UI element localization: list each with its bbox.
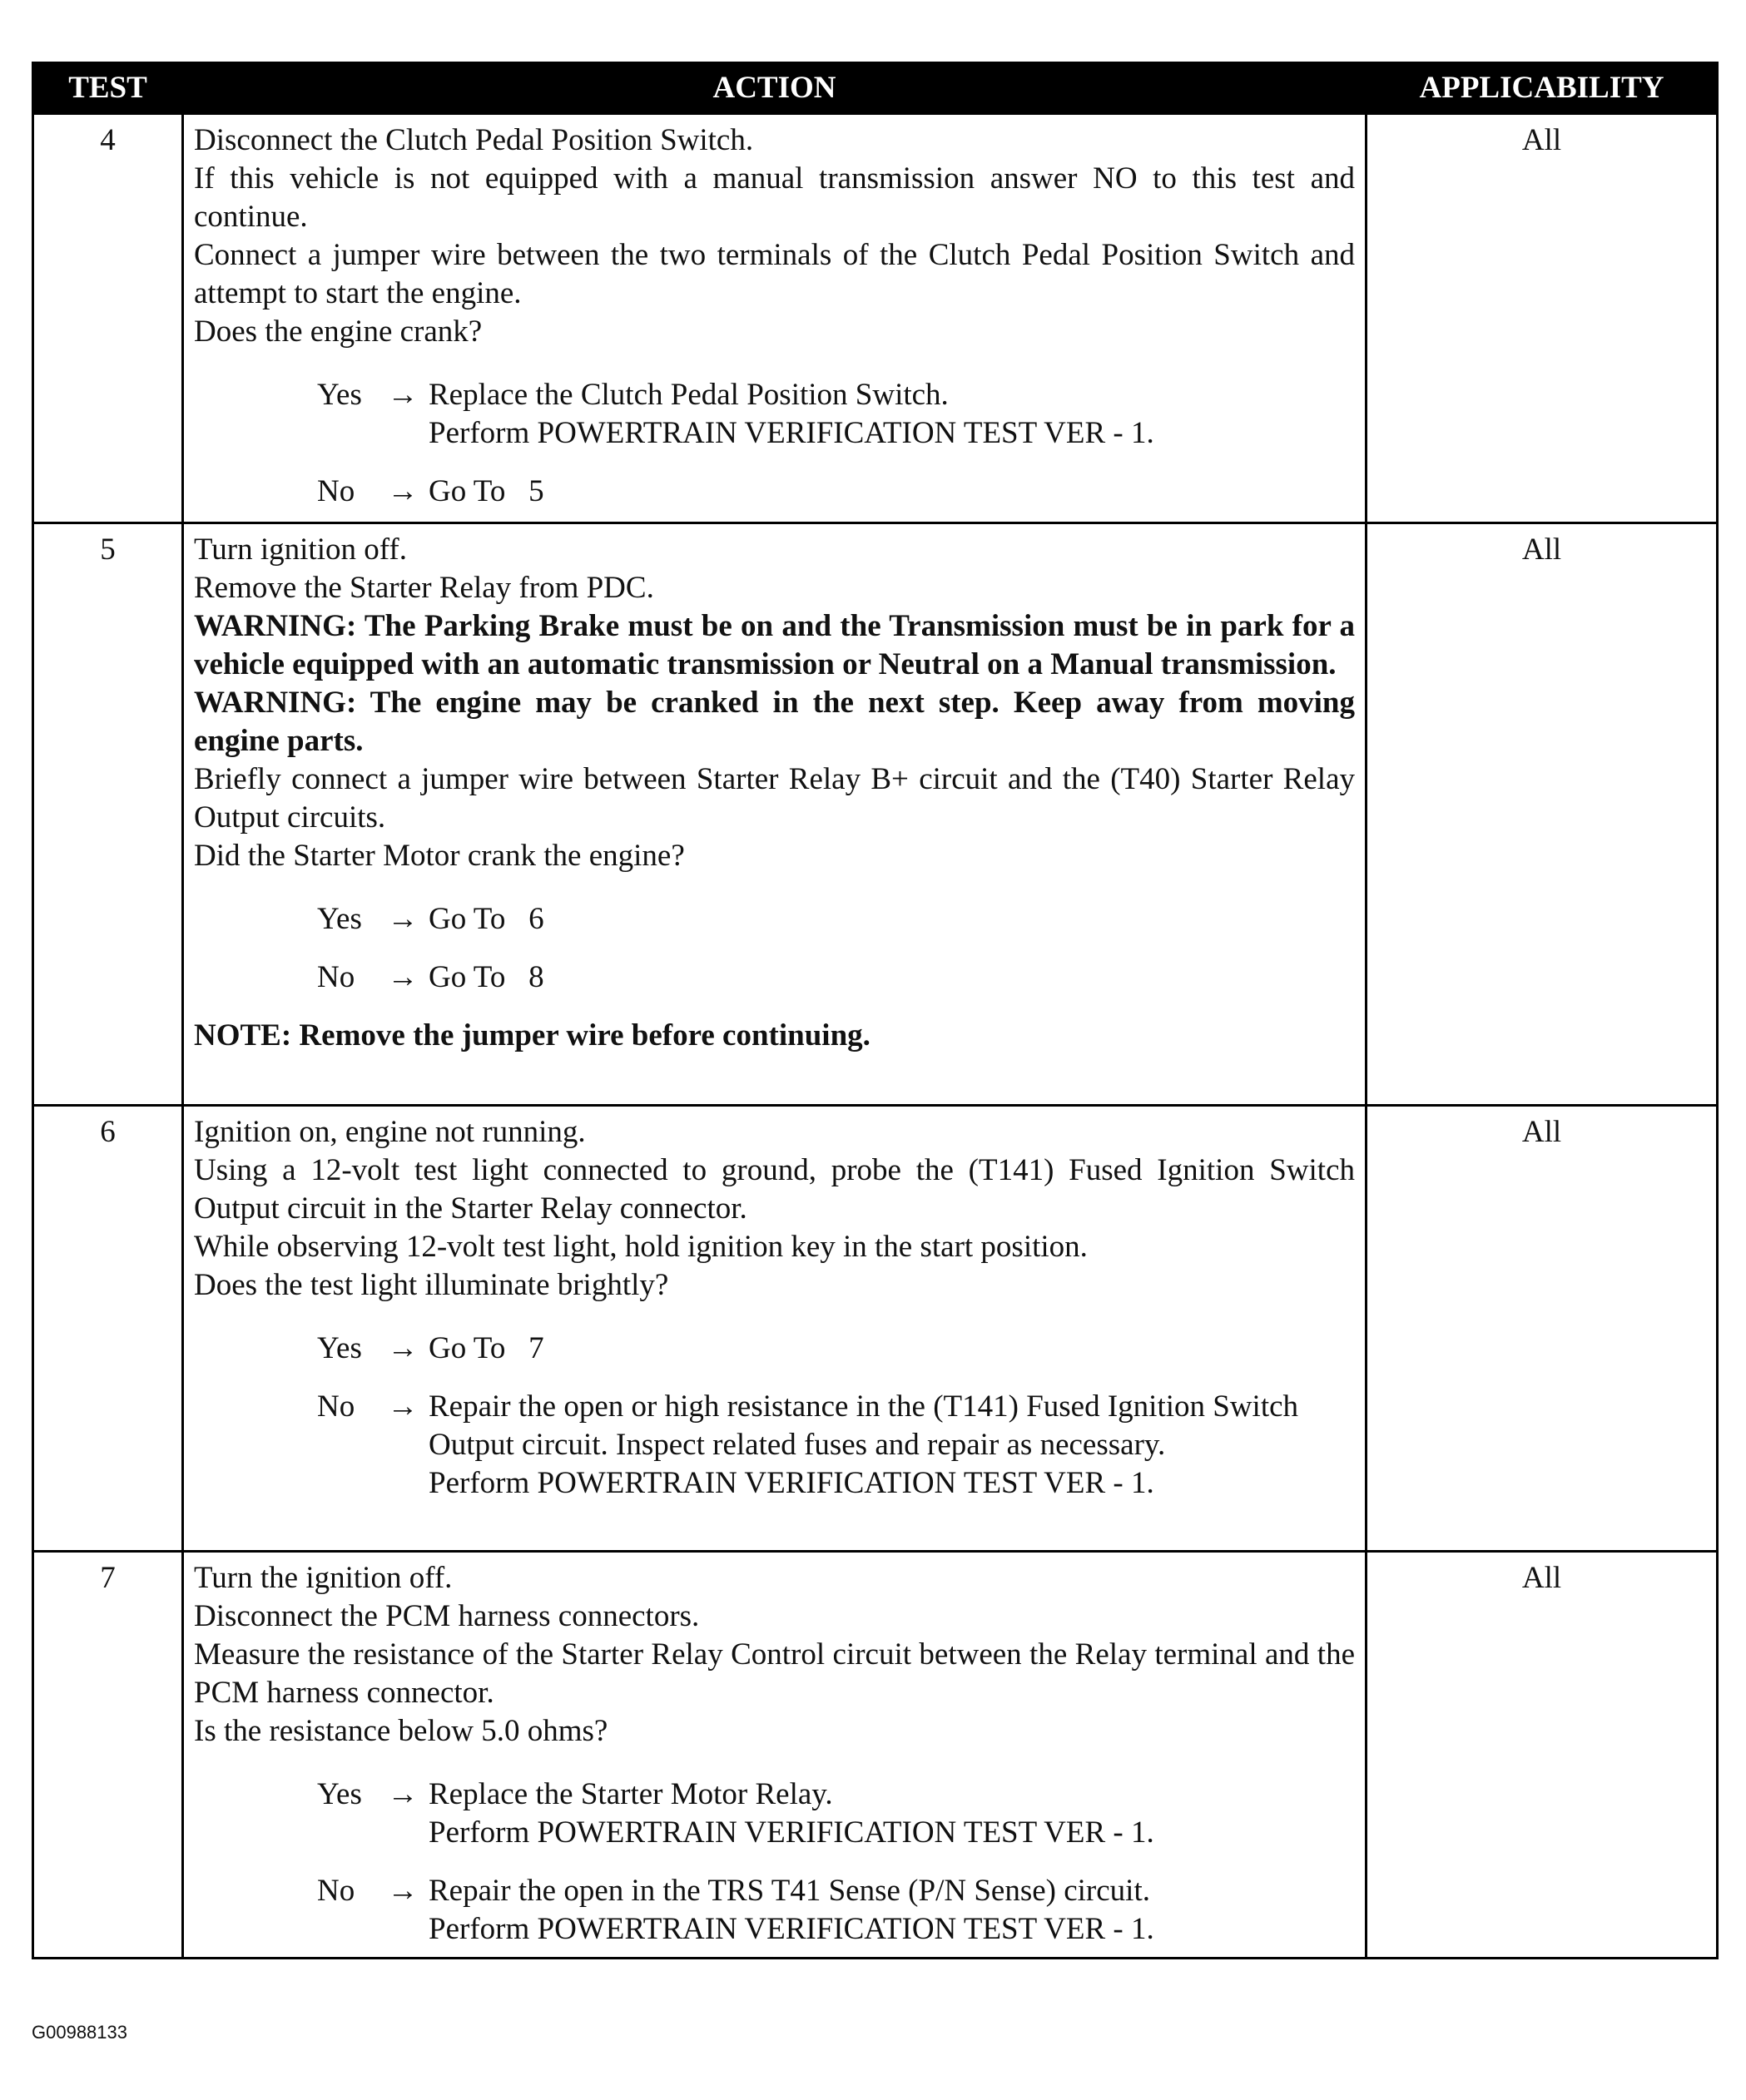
right-arrow-icon: →	[387, 1874, 419, 1908]
answer-no	[194, 1872, 1355, 1949]
right-arrow-icon: →	[387, 1389, 419, 1424]
answer-result	[429, 1872, 1355, 1949]
instruction-text: Remove the Starter Relay from PDC.	[194, 571, 654, 605]
result-text: Perform POWERTRAIN VERIFICATION TEST VER - 1.	[429, 1466, 1154, 1500]
answer-yes	[194, 1776, 1355, 1852]
result-text: Go To 6	[429, 902, 544, 936]
answer-label: Yes	[317, 1331, 362, 1365]
header-applicability: APPLICABILITY	[1367, 63, 1718, 114]
warning-text: WARNING: The Parking Brake must be on and the Transmission must be in park for a vehicle equipped with an automatic transmission or Neutral on a Manual transmission.	[194, 609, 1355, 681]
answer-label: Yes	[317, 1777, 362, 1811]
answer-list	[194, 1776, 1355, 1949]
answer-label: No	[317, 1389, 355, 1424]
answer-list	[194, 376, 1355, 511]
result-text: Perform POWERTRAIN VERIFICATION TEST VER - 1.	[429, 416, 1154, 450]
right-arrow-icon: →	[387, 1777, 419, 1811]
instruction-text: Measure the resistance of the Starter Relay Control circuit between the Relay terminal and the PCM harness connector.	[194, 1637, 1355, 1710]
answer-no	[194, 1388, 1355, 1503]
test-row	[33, 1552, 1718, 1959]
header-test: TEST	[33, 63, 183, 114]
instruction-text: Turn ignition off.	[194, 532, 407, 567]
instruction-text: Briefly connect a jumper wire between Starter Relay B+ circuit and the (T40) Starter Relay Output circuits.	[194, 762, 1355, 835]
test-number: 5	[33, 523, 183, 1106]
instruction-text: If this vehicle is not equipped with a manual transmission answer NO to this test and continue.	[194, 161, 1355, 234]
result-text: Repair the open or high resistance in the (T141) Fused Ignition Switch Output circuit. Inspect related fuses and repair as necessary.	[429, 1389, 1307, 1462]
test-number: 6	[33, 1106, 183, 1552]
answer-yes	[194, 1330, 1355, 1368]
instruction-text: Is the resistance below 5.0 ohms?	[194, 1714, 608, 1748]
right-arrow-icon: →	[387, 378, 419, 412]
instruction-text: Does the test light illuminate brightly?	[194, 1268, 669, 1302]
test-action	[183, 1106, 1367, 1552]
test-row	[33, 114, 1718, 523]
right-arrow-icon: →	[387, 902, 419, 936]
instruction-text: Ignition on, engine not running.	[194, 1115, 586, 1149]
warning-text: WARNING: The engine may be cranked in the next step. Keep away from moving engine parts.	[194, 686, 1355, 758]
test-action	[183, 1552, 1367, 1959]
instruction-text: While observing 12-volt test light, hold ignition key in the start position.	[194, 1230, 1088, 1264]
applicability-value: All	[1367, 114, 1718, 523]
note-text: NOTE: Remove the jumper wire before continuing.	[194, 1018, 871, 1052]
answer-result	[429, 473, 1355, 511]
answer-result	[429, 1388, 1355, 1503]
instruction-text: Using a 12-volt test light connected to ground, probe the (T141) Fused Ignition Switch Output circuit in the Starter Relay connector.	[194, 1153, 1355, 1226]
instruction-text: Disconnect the Clutch Pedal Position Switch.	[194, 123, 754, 157]
test-number: 7	[33, 1552, 183, 1959]
answer-result	[429, 900, 1355, 939]
result-text: Perform POWERTRAIN VERIFICATION TEST VER - 1.	[429, 1912, 1154, 1946]
figure-code: G00988133	[32, 2022, 127, 2043]
answer-result	[429, 958, 1355, 997]
instruction-text: Turn the ignition off.	[194, 1561, 453, 1595]
answer-yes	[194, 376, 1355, 453]
answer-label: No	[317, 960, 355, 994]
test-number: 4	[33, 114, 183, 523]
right-arrow-icon: →	[387, 474, 419, 508]
result-text: Replace the Starter Motor Relay.	[429, 1777, 833, 1811]
applicability-value: All	[1367, 1552, 1718, 1959]
table-header-row	[33, 63, 1718, 114]
right-arrow-icon: →	[387, 1331, 419, 1365]
answer-result	[429, 376, 1355, 453]
test-row	[33, 523, 1718, 1106]
answer-label: Yes	[317, 902, 362, 936]
answer-result	[429, 1330, 1355, 1368]
answer-no	[194, 958, 1355, 997]
instruction-text: Did the Starter Motor crank the engine?	[194, 839, 685, 873]
answer-yes	[194, 900, 1355, 939]
instruction-text: Connect a jumper wire between the two terminals of the Clutch Pedal Position Switch and attempt to start the engine.	[194, 238, 1355, 310]
result-text: Repair the open in the TRS T41 Sense (P/N Sense) circuit.	[429, 1874, 1150, 1908]
answer-label: Yes	[317, 378, 362, 412]
answer-result	[429, 1776, 1355, 1852]
answer-label: No	[317, 1874, 355, 1908]
result-text: Replace the Clutch Pedal Position Switch.	[429, 378, 949, 412]
result-text: Go To 5	[429, 474, 544, 508]
result-text: Go To 7	[429, 1331, 544, 1365]
test-row	[33, 1106, 1718, 1552]
applicability-value: All	[1367, 1106, 1718, 1552]
result-text: Go To 8	[429, 960, 544, 994]
instruction-text: Disconnect the PCM harness connectors.	[194, 1599, 700, 1633]
test-action	[183, 523, 1367, 1106]
answer-label: No	[317, 474, 355, 508]
header-action: ACTION	[183, 63, 1367, 114]
answer-no	[194, 473, 1355, 511]
diagnostic-test-table	[32, 62, 1719, 1959]
answer-list	[194, 900, 1355, 997]
applicability-value: All	[1367, 523, 1718, 1106]
result-text: Perform POWERTRAIN VERIFICATION TEST VER - 1.	[429, 1815, 1154, 1850]
instruction-text: Does the engine crank?	[194, 315, 483, 349]
answer-list	[194, 1330, 1355, 1503]
test-action	[183, 114, 1367, 523]
right-arrow-icon: →	[387, 960, 419, 994]
